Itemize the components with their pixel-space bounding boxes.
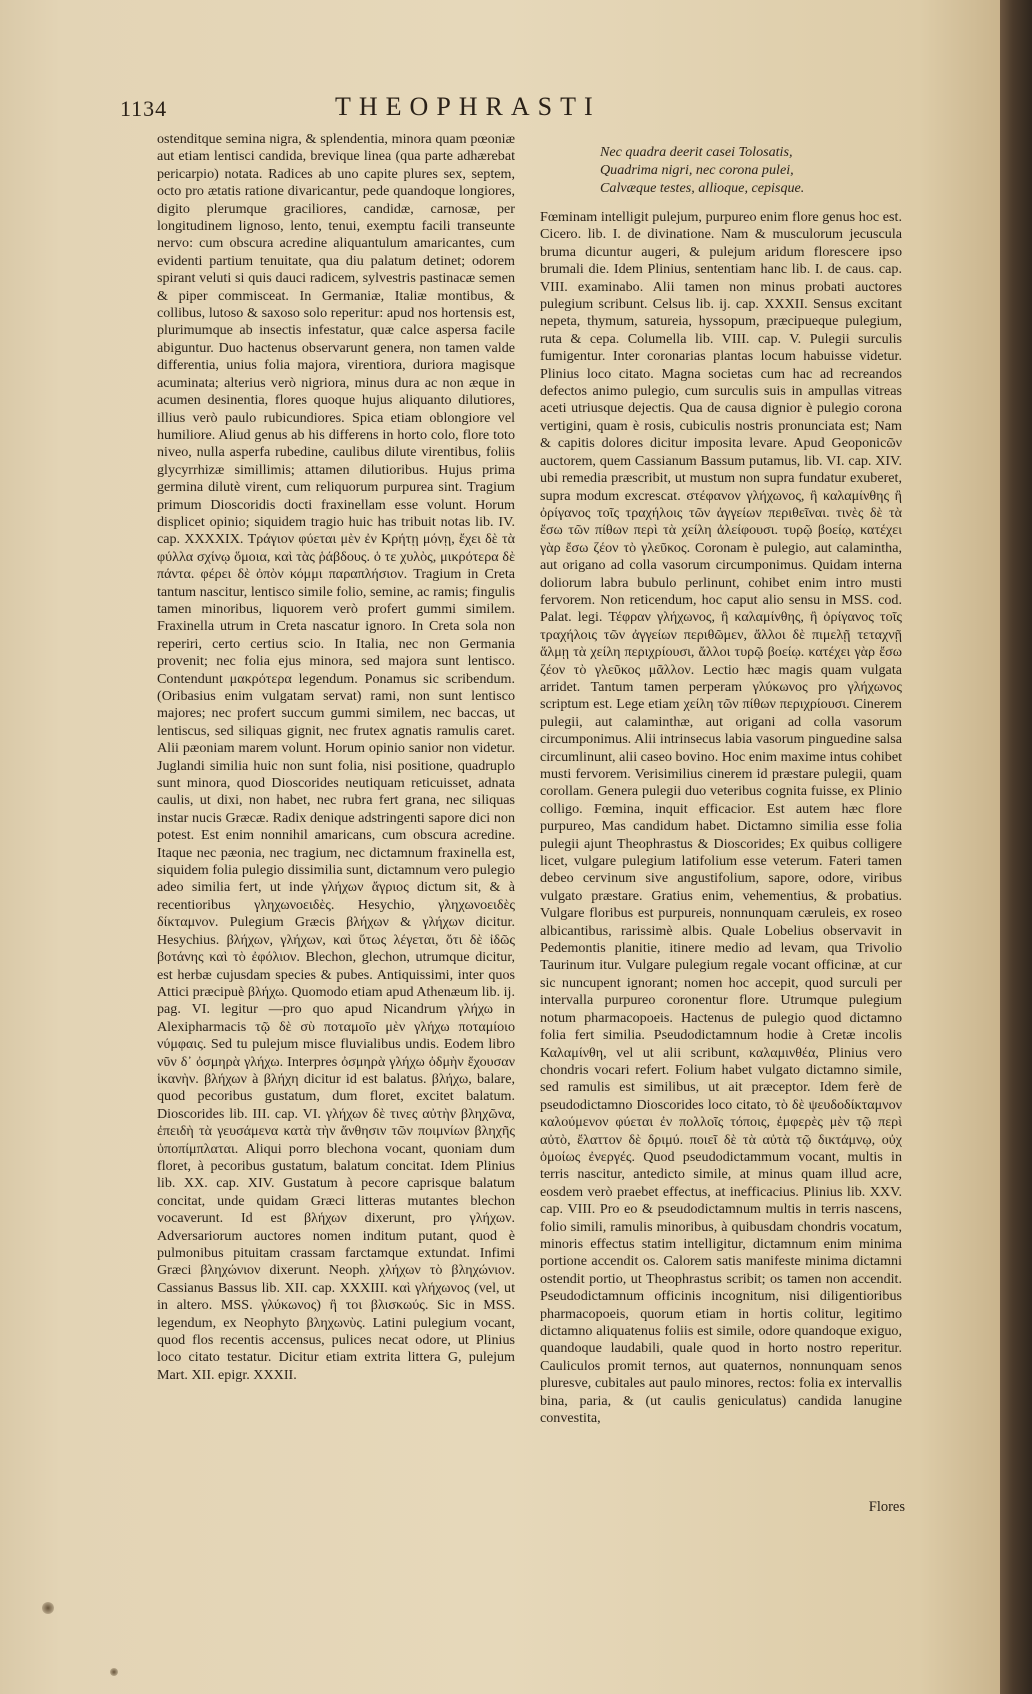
verse-line: Quadrima nigri, nec corona pulei, [600,162,794,178]
verse-quotation [600,143,902,197]
running-head: THEOPHRASTI [335,92,601,121]
right-column-text: Fœminam intelligit pulejum, purpureo enim flore genus hoc est. Cicero. lib. I. de divinatione. Nam & musculorum jecuscula bruma dicuntur augeri, & pulejum aridum florescere ipso brumali die. Idem Plinius, sententiam hanc lib. I. de caus. cap. VIII. examinabo. Alii tamen non minus probati auctores pulegium scribunt. Celsus lib. ij. cap. XXXII. Sensus excitant nepeta, thymum, satureia, hyssopum, præcipueque pulegium, ruta & cepa. Columella lib. VIII. cap. V. Pulegii surculis fumigentur. Inter coronarias plantas locum habuisse videtur. Plinius loco citato. Magna societas cum hac ad recreandos defectos animo pulegio, cum surculis suis in ampullas vitreas aceti utriusque dejectis. Qua de causa dignior è pulegio corona vertigini, quam è rosis, cubiculis nostris pronunciata est; Nam & capitis dolores dicitur imposita levare. Apud Geoponicῶν auctorem, quem Cassianum Bassum putamus, lib. VI. cap. XIV. ubi remedia præscribit, ut mustum non supra fundatur exuberet, supra modum excrescat. στέφανον γλήχωνος, ἢ καλαμίνθης ἢ ὀρίγανος τοῖς τραχήλοις τῶν ἀγγείων περιθεῖναι. τινὲς δὲ τὰ ἔσω τῶν πίθων περὶ τὰ χείλη ἀλείφουσι. τυρῷ βοείῳ, κατέχει γὰρ ἔσω ζέον τὸ γλεῦκος. Coronam è pulegio, aut calamintha, aut origano ad colla vasorum circumponimus. Quidam interna doliorum labra bubulo perlinunt, cohibet enim intro musti fervorem. Non reticendum, hoc caput alio sensu in MSS. cod. Palat. legi. Τέφραν γλήχωνος, ἢ καλαμίνθης, ἢ ὀρίγανος τοῖς τραχήλοις τῶν ἀγγείων περιθῶμεν, ἄλλοι δὲ πιμελῇ τεταχνῇ ἅλμῃ τὰ χείλη περιχρίουσι, ἄλλοι τυρῷ βοείῳ. κατέχει γὰρ ἔσω ζέον τὸ γλεῦκος μᾶλλον. Lectio hæc magis quam vulgata arridet. Tantum tamen perperam γλύκωνος pro γλήχωνος scriptum est. Lege etiam χείλη τῶν πίθων περιχρίουσι. Cinerem pulegii, aut calaminthæ, aut origani ad colla vasorum circumponimus. Alii intrinsecus labia vasorum pinguedine salsa circumlinunt, alii caseo bovino. Hoc enim maxime intus cohibet musti fervorem. Verisimilius cinerem id præstare pulegii, quam corollam. Genera pulegii duo veteribus cognita fuisse, ex Plinio colligo. Fœmina, inquit efficacior. Est autem hæc flore purpureo, Mas candidum habet. Dictamno similia esse folia pulegii ajunt Theophrastus & Dioscorides; Ex quibus colligere licet, vulgare pulegium latifolium esse veterum. Fateri tamen debeo cervinum sive angustifolium, sapore, odore, viribus vulgato præstare. Gratius enim, vehementius, & probatius. Vulgare floribus est purpureis, nonnunquam cæruleis, ex roseo albicantibus, rarissimè albis. Quale Lobelius observavit in Pedemontis planitie, itinere medio ad levam, qua Trivolio Taurinum itur. Vulgare pulegium regale vocant officinæ, at cur sic nuncupent ignorant; nomen hoc accepit, quod surculi per intervalla purpureo coronentur flore. Utrumque pulegium notum pharmacopoeis. Hactenus de pulegio quod dictamno folia fert similia. Pseudodictamnum hodie à Cretæ incolis Καλαμίνθη, vel ut alii scribunt, καλαμινθέα, Plinius vero chondris vocari refert. Folium habet vulgato dictamno simile, sed ramulis est similibus, ut ait præceptor. Idem ferè de pseudodictamno Dioscorides loco citato, τὸ δὲ ψευδοδίκταμνον καλούμενον φύεται ἐν πολλοῖς τόποις, ἐμφερὲς μὲν τῷ περὶ αὐτὸ, ἔλαττον δὲ δριμύ. ποιεῖ δὲ τὰ αὐτὰ τῷ δικτάμνῳ, οὐχ ὁμοίως ἐνεργές. Quod pseudodictammum vocant, multis in terris nascitur, antedicto simile, at minus quam illud acre, eosdem verò praebet effectus, at inefficacius. Plinius lib. XXV. cap. VIII. Pro eo & pseudodictamnum multis in terris nascens, folio simili, ramulis minoribus, à quibusdam chondris vocatum, minoris effectus statim intelligitur, dictamnum enim minima portione accendit os. Calorem satis manifeste minima dictamni ostendit portio, ut Theophrastus scribit; os tamen non accendit. Pseudodictamnum officinis incognitum, nisi diligentioribus pharmacopoeis, quorum etiam in hortis colitur, legitimo dictamno aliquatenus foliis est simile, odore quandoque exiguo, quandoque laudabili, quale quod in horto nostro reperitur. Cauliculos promit ternos, aut quaternos, nonnunquam senos pluresve, cubitales aut paulo minores, rectos: folia ex intervallis bina, paria, & (ut caulis geniculatus) candida lanugine convestita, [540,209,902,1427]
left-column-text: ostenditque semina nigra, & splendentia, minora quam pœoniæ aut etiam lentisci candida, brevique linea (qua parte adhærebat pericarpio) notata. Radices ab uno capite plures sex, septem, octo pro ætatis ratione divaricantur, pede quandoque longiores, digito plerumque graciliores, candidæ, carnosæ, per longitudinem lignoso, lento, tenui, exemptu facili transeunte nervo: cum obscura acredine aliquantulum amaricantes, cum evidenti partium tenuitate, qua diu palatum detinet; odorem spirant veluti si quis dauci radicem, sylvestris pastinacæ semen & piper commisceat. In Germaniæ, Italiæ montibus, & collibus, lutoso & saxoso solo reperitur: apud nos hortensis est, plurimumque ab insectis infestatur, quæ calce aspersa facile abiguntur. Duo hactenus observarunt genera, non tamen valde differentia, unius folia majora, virentiora, duriora magisque acuminata; alterius verò nigriora, minus dura ac non æque in acumen desinentia, flores quoque hujus aliquanto dilutiores, illius verò paulo rubicundiores. Spica etiam oblongiore vel humiliore. Aliud genus ab his differens in horto colo, flore toto niveo, nulla asperfa rubedine, caulibus dilute virentibus, foliis glycyrrhizæ simillimis; attamen dilutioribus. Hujus prima germina dilutè virent, cum reliquorum purpurea sint. Tragium primum Dioscoridis docti fraxinellam esse volunt. Horum displicet opinio; siquidem tragio huic has tribuit notas lib. IV. cap. XXXXIX. Τράγιον φύεται μὲν ἐν Κρήτῃ μόνῃ, ἔχει δὲ τὰ φύλλα σχίνῳ ὅμοια, καὶ τὰς ῥάβδους. ὁ τε χυλὸς, μικρότερα δὲ πάντα. φέρει δὲ ὀπὸν κόμμι παραπλήσιον. Tragium in Creta tantum nascitur, lentisco simile folio, semine, ac ramis; fingulis tamen minoribus, liquorem verò profert gummi similem. Fraxinella utrum in Creta nascatur ignoro. In Creta sola non reperiri, certo certius scio. In Italia, nec non Germania provenit; nec folia ejus minora, sed majora sunt lentisco. Contendunt μακρότερα legendum. Ponamus sic scribendum. (Oribasius enim vulgatam servat) rami, non sunt lentisco majores; nec profert succum gummi similem, nec baccas, ut lentiscus, sed siliquas gignit, nec frutex agnatis ramulis caret. Alii pæoniam marem volunt. Horum opinio sanior non videtur. Juglandi similia huic non sunt folia, nisi positione, quadruplo sunt minora, quod Dioscorides neutiquam reticuisset, adnata caulis, ut dixi, non habet, nec rubra fert grana, nec siliquas instar nucis Græcæ. Radix denique adstringenti sapore dici non potest. Est enim nonnihil amaricans, cum obscura acredine. Itaque nec pæonia, nec tragium, nec dictamnum fraxinella est, siquidem folia pulegio dissimilia sunt, dictamnum vero pulegio adeo similia fert, ut inde γλήχων ἄγριος dictum sit, & à recentioribus γληχωνοειδὲς. Hesychio, γληχωνοειδὲς δίκταμνον. Pulegium Græcis βλήχων & γλήχων dicitur. Hesychius. βλήχων, γλήχων, καὶ ὕτως λέγεται, ὅτι δὲ ἰδῶς βοτάνης καὶ τὸ ἐφόλιον. Blechon, glechon, utrumque dicitur, est herbæ cujusdam species & pubes. Antiquissimi, inter quos Attici præcipuè βλήχω. Quomodo etiam apud Athenæum lib. ij. pag. VI. legitur —pro quo apud Nicandrum γλήχω in Alexipharmacis τῷ δὲ σὺ ποταμοῖο μὲν γλήχω ποταμίοιο νύμφαις. Sed tu pulejum misce fluvialibus undis. Eodem libro νῦν δ᾽ ὀσμηρὰ γλήχω. Interpres ὀσμηρὰ γλήχω ὀδμὴν ἔχουσαν ἱκανὴν. βλήχων à βλήχη dicitur id est balatus. βλήχω, balare, quod pecoribus gustatum, dum floret, excitet balatum. Dioscorides lib. III. cap. VI. γλήχων δὲ τινες αὐτὴν βληχῶνα, ἐπειδὴ τὰ γευσάμενα κατὰ τὴν ἄνθησιν τῶν ποιμνίων βληχῆς ὑποπίμπλαται. Aliqui porro blechona vocant, quoniam dum floret, à pecoribus gustatum, balatum concitat. Idem Plinius lib. XX. cap. XIV. Gustatum à pecore caprisque balatum concitat, unde quidam Græci litteras mutantes blechon vocaverunt. Id est βλήχων dixerunt, pro γλήχων. Adversariorum auctores nomen inditum putant, quod è pulmonibus pituitam crassam farctamque extundat. Infimi Græci βληχώνιον dixerunt. Neoph. χλήχων τὸ βληχώνιον. Cassianus Bassus lib. XII. cap. XXXIII. καὶ γλήχωνος (vel, ut in altero. MSS. γλύκωνος) ἢ τοι βλισκωύς. Sic in MSS. legendum, ex Neophyto βληχωνὺς. Latini pulegium vocant, quod flos recentis accensus, pulices necat odore, ut Plinius loco citato testatur. Dicitur etiam extrita littera G, pulejum Mart. XII. epigr. XXXII. [157,131,515,1383]
catchword: Flores [868,1499,905,1515]
left-column [157,131,515,1521]
verse-line: Calvæque testes, allioque, cepisque. [600,180,805,196]
book-binding-edge [1000,0,1032,1694]
ink-stain [110,1668,118,1676]
right-column [540,131,902,1521]
page-number: 1134 [120,96,168,121]
page-header [120,92,940,128]
ink-stain [42,1602,54,1614]
verse-line: Nec quadra deerit casei Tolosatis, [600,144,793,160]
